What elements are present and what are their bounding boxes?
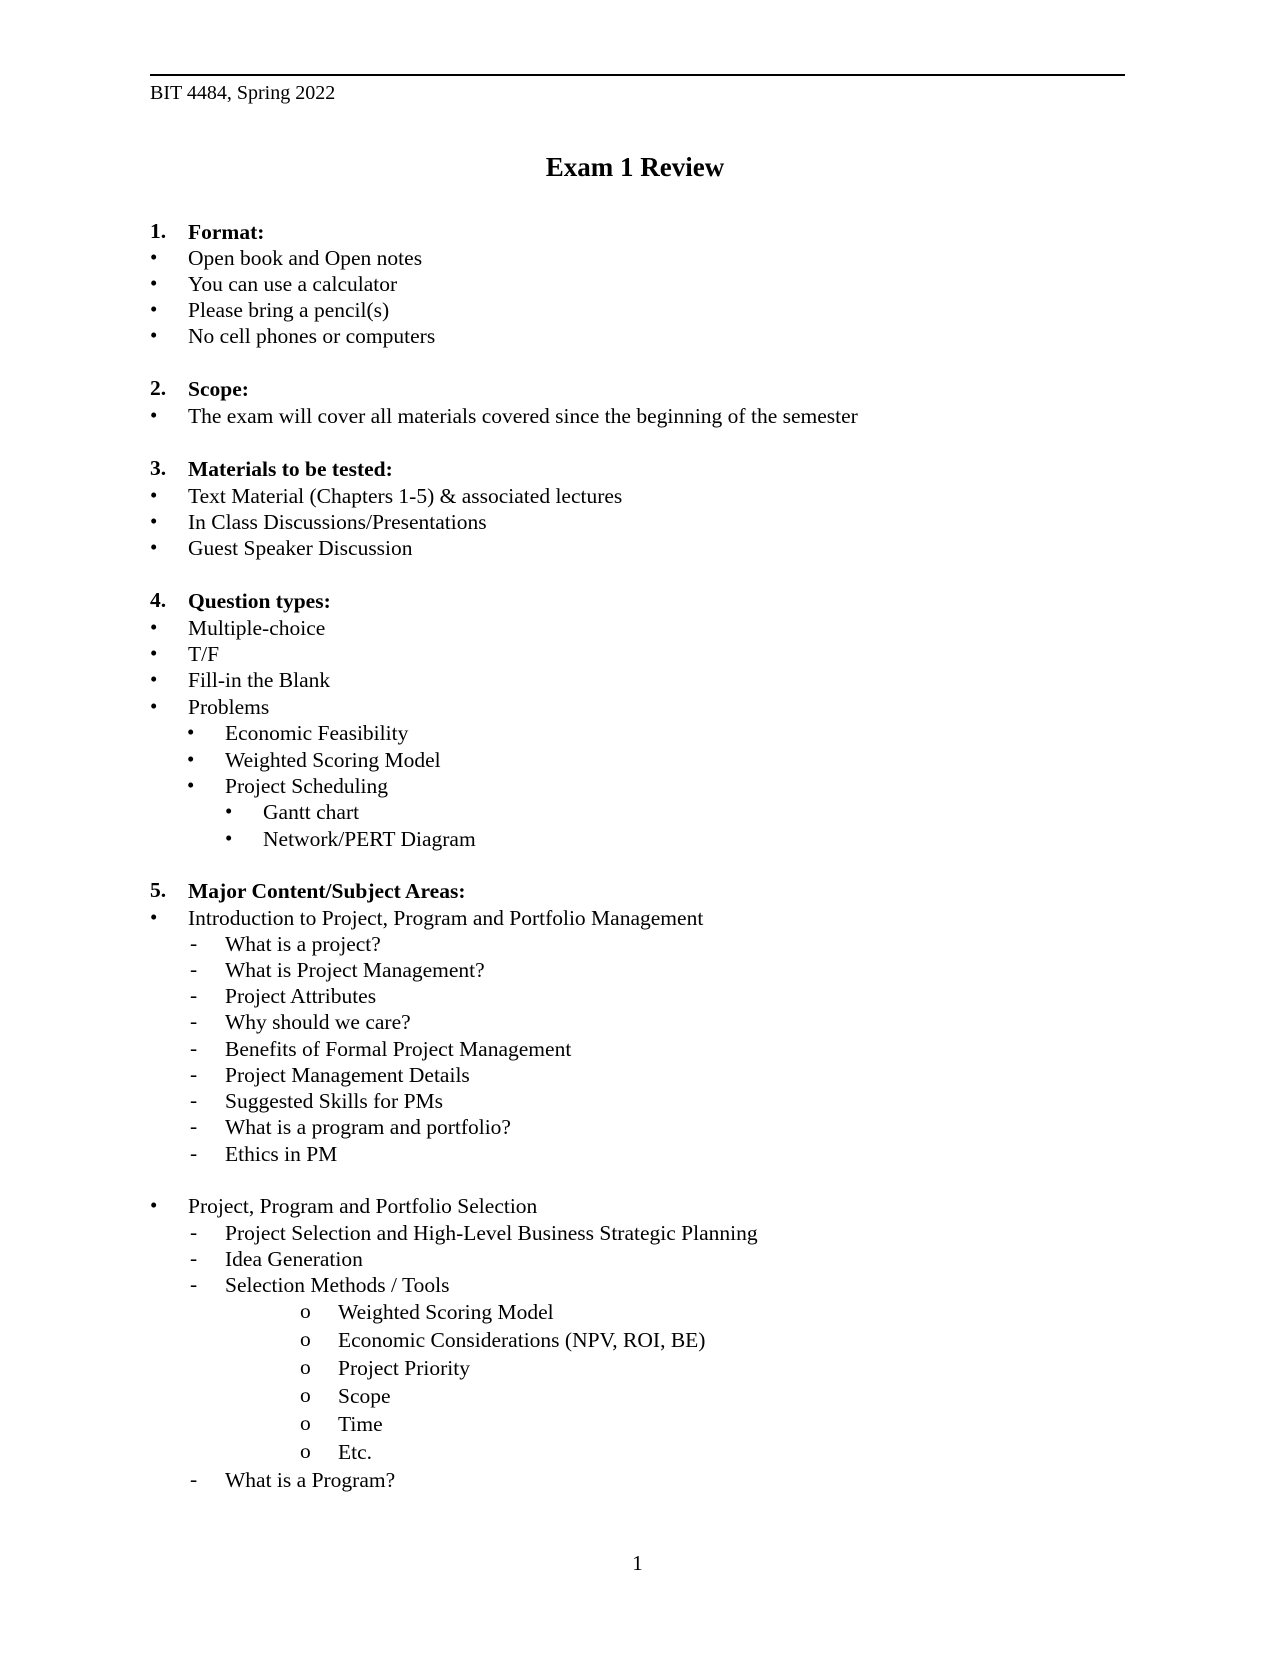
list-item: Text Material (Chapters 1-5) & associated lectures xyxy=(188,484,623,508)
section-number: 1. xyxy=(150,219,167,243)
bullet-marker: • xyxy=(187,747,195,771)
list-item: Ethics in PM xyxy=(225,1142,338,1166)
bullet-marker: • xyxy=(150,535,158,559)
list-item: Please bring a pencil(s) xyxy=(188,298,390,322)
list-item: Idea Generation xyxy=(225,1247,363,1271)
course-header: BIT 4484, Spring 2022 xyxy=(150,82,336,104)
list-item: What is a Program? xyxy=(225,1468,396,1492)
list-item: Open book and Open notes xyxy=(188,246,423,270)
list-item: Project Scheduling xyxy=(225,774,389,798)
list-item: What is a project? xyxy=(225,932,381,956)
list-item: What is a program and portfolio? xyxy=(225,1115,511,1139)
dash-marker: - xyxy=(190,1246,198,1270)
list-item: No cell phones or computers xyxy=(188,324,436,348)
list-item: Weighted Scoring Model xyxy=(225,748,441,772)
list-item: Suggested Skills for PMs xyxy=(225,1089,444,1113)
list-item: Gantt chart xyxy=(263,800,360,824)
dash-marker: - xyxy=(190,1062,198,1086)
bullet-marker: • xyxy=(150,245,158,269)
bullet-marker: • xyxy=(150,323,158,347)
page-title: Exam 1 Review xyxy=(545,152,725,182)
dash-marker: - xyxy=(190,1272,198,1296)
list-item: Introduction to Project, Program and Portfolio Management xyxy=(188,906,704,930)
list-item: Multiple-choice xyxy=(188,616,326,640)
dash-marker: - xyxy=(190,1114,198,1138)
list-item: Project, Program and Portfolio Selection xyxy=(188,1194,538,1218)
list-item: Problems xyxy=(188,695,270,719)
bullet-marker: • xyxy=(150,271,158,295)
dash-marker: - xyxy=(190,957,198,981)
list-item: Time xyxy=(338,1412,383,1436)
dash-marker: - xyxy=(190,983,198,1007)
section-number: 2. xyxy=(150,376,167,400)
section-heading: Materials to be tested: xyxy=(188,457,393,481)
list-item: Project Management Details xyxy=(225,1063,470,1087)
section-heading: Scope: xyxy=(188,377,249,401)
circle-marker: o xyxy=(300,1383,311,1407)
bullet-marker: • xyxy=(150,667,158,691)
circle-marker: o xyxy=(300,1299,311,1323)
dash-marker: - xyxy=(190,1467,198,1491)
bullet-marker: • xyxy=(150,483,158,507)
section-heading: Major Content/Subject Areas: xyxy=(188,879,466,903)
list-item: Scope xyxy=(338,1384,391,1408)
bullet-marker: • xyxy=(150,694,158,718)
dash-marker: - xyxy=(190,1141,198,1165)
list-item: You can use a calculator xyxy=(188,272,398,296)
dash-marker: - xyxy=(190,1036,198,1060)
list-item: Economic Feasibility xyxy=(225,721,409,745)
bullet-marker: • xyxy=(150,297,158,321)
page-number: 1 xyxy=(632,1551,643,1575)
bullet-marker: • xyxy=(150,1193,158,1217)
section-heading: Question types: xyxy=(188,589,331,613)
list-item: Network/PERT Diagram xyxy=(263,827,476,851)
list-item: In Class Discussions/Presentations xyxy=(188,510,487,534)
list-item: Why should we care? xyxy=(225,1010,411,1034)
circle-marker: o xyxy=(300,1355,311,1379)
bullet-marker: • xyxy=(150,509,158,533)
dash-marker: - xyxy=(190,1220,198,1244)
bullet-marker: • xyxy=(187,773,195,797)
bullet-marker: • xyxy=(150,403,158,427)
dash-marker: - xyxy=(190,1009,198,1033)
list-item: Project Priority xyxy=(338,1356,470,1380)
list-item: Selection Methods / Tools xyxy=(225,1273,450,1297)
bullet-marker: • xyxy=(187,720,195,744)
list-item: What is Project Management? xyxy=(225,958,485,982)
bullet-marker: • xyxy=(150,615,158,639)
list-item: Etc. xyxy=(338,1440,373,1464)
section-heading: Format: xyxy=(188,220,265,244)
bullet-marker: • xyxy=(225,826,233,850)
list-item: The exam will cover all materials covered since the beginning of the semester xyxy=(188,404,858,428)
list-item: Weighted Scoring Model xyxy=(338,1300,554,1324)
list-item: Project Attributes xyxy=(225,984,377,1008)
bullet-marker: • xyxy=(150,641,158,665)
section-number: 5. xyxy=(150,878,167,902)
list-item: Benefits of Formal Project Management xyxy=(225,1037,572,1061)
list-item: Guest Speaker Discussion xyxy=(188,536,413,560)
section-number: 4. xyxy=(150,588,167,612)
dash-marker: - xyxy=(190,931,198,955)
list-item: Project Selection and High-Level Business Strategic Planning xyxy=(225,1221,758,1245)
bullet-marker: • xyxy=(225,799,233,823)
circle-marker: o xyxy=(300,1327,311,1351)
list-item: Economic Considerations (NPV, ROI, BE) xyxy=(338,1328,706,1352)
bullet-marker: • xyxy=(150,905,158,929)
list-item: Fill-in the Blank xyxy=(188,668,331,692)
section-number: 3. xyxy=(150,456,167,480)
circle-marker: o xyxy=(300,1411,311,1435)
circle-marker: o xyxy=(300,1439,311,1463)
header-rule xyxy=(150,74,1125,76)
list-item: T/F xyxy=(188,642,220,666)
dash-marker: - xyxy=(190,1088,198,1112)
